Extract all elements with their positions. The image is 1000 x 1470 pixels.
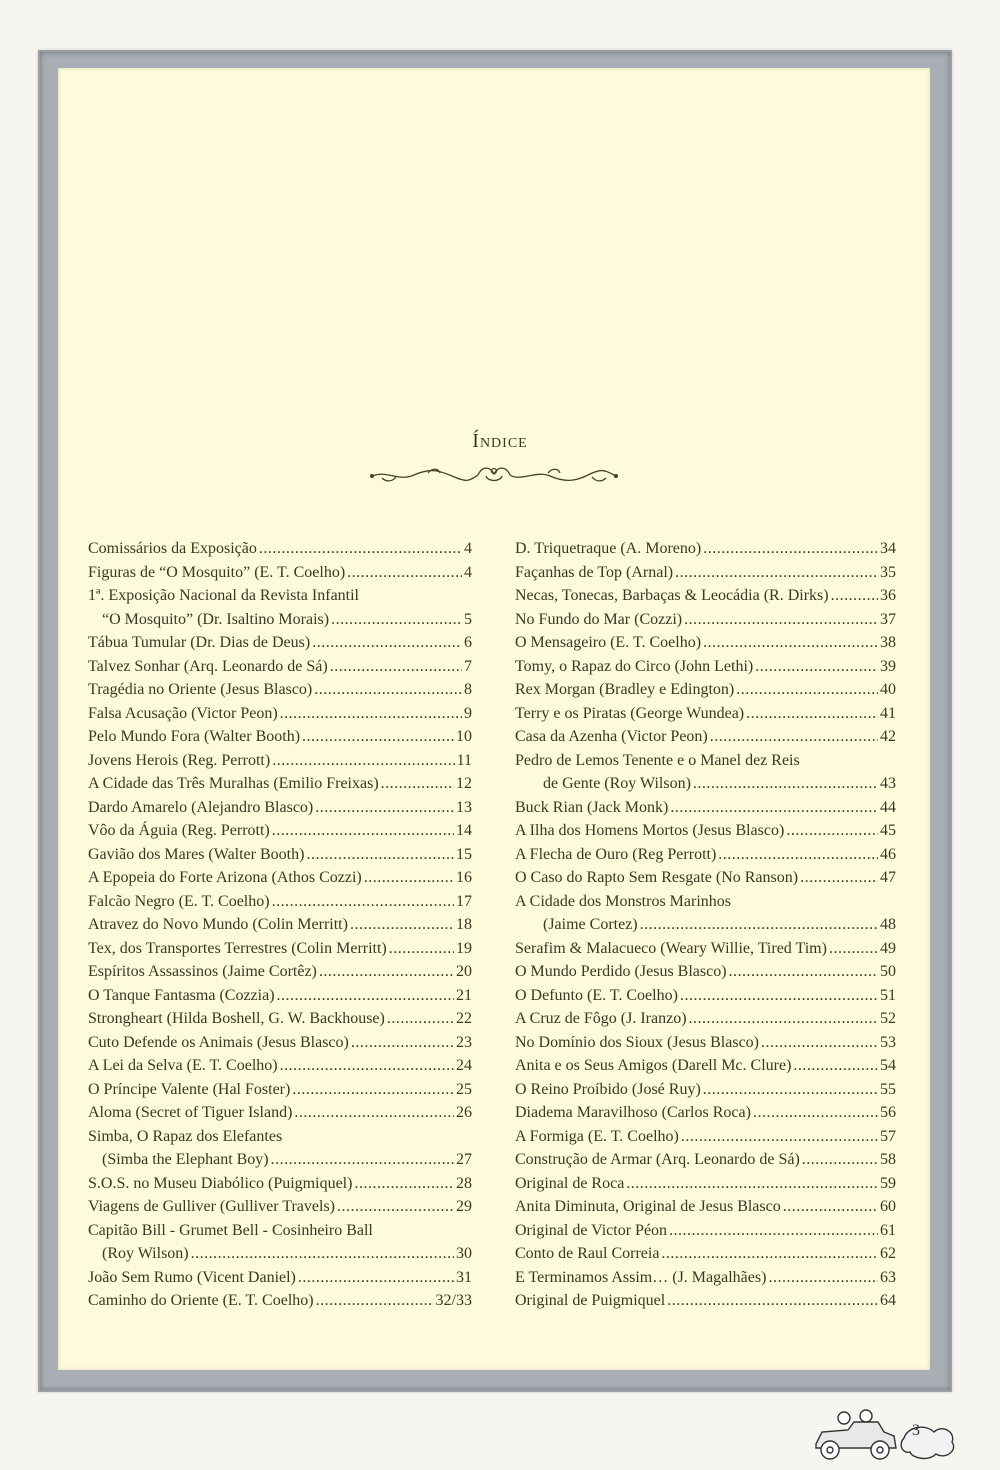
entry-title: Buck Rian (Jack Monk) [515,798,669,816]
entry-title: (Simba the Elephant Boy) [102,1151,269,1168]
entry-page: 27 [456,1151,472,1168]
entry-title: Vôo da Águia (Reg. Perrott) [88,822,270,839]
entry-page: 6 [464,634,472,651]
entry-title: Espíritos Assassinos (Jaime Cortêz) [88,963,317,980]
entry-title: Cuto Defende os Animais (Jesus Blasco) [88,1033,349,1051]
index-entry [515,984,896,1008]
entry-page: 56 [880,1104,896,1121]
index-entry [88,702,472,726]
entry-page: 63 [880,1268,896,1286]
index-entry [515,1078,896,1102]
index-entry [515,890,896,914]
entry-title: João Sem Rumo (Vicent Daniel) [88,1268,296,1286]
dot-leader [351,1031,454,1055]
entry-title: A Ilha dos Homens Mortos (Jesus Blasco) [515,822,785,839]
dot-leader [315,796,454,820]
entry-page: 19 [456,939,472,957]
dot-leader [354,1172,454,1196]
index-entry [88,866,472,890]
dot-leader [387,1007,454,1031]
index-entry [515,561,896,585]
index-entry [88,1007,472,1031]
entry-page: 35 [880,563,896,581]
dot-leader [259,537,462,561]
index-entry [88,1219,472,1243]
dot-leader [829,937,878,961]
entry-page: 18 [456,916,472,933]
index-entry [88,1148,472,1172]
dot-leader [675,561,878,585]
entry-page: 41 [880,704,896,722]
index-entry [88,1266,472,1290]
entry-page: 22 [456,1010,472,1027]
entry-title: A Epopeia do Forte Arizona (Athos Cozzi) [88,869,362,886]
entry-page: 13 [456,798,472,816]
entry-page: 24 [456,1057,472,1074]
index-entry [88,960,472,984]
dot-leader [746,702,878,726]
entry-title: Casa da Azenha (Victor Peon) [515,728,708,745]
entry-title: Simba, O Rapaz dos Elefantes [88,1127,283,1145]
dot-leader [364,866,454,890]
dot-leader [292,1078,454,1102]
entry-title: Rex Morgan (Bradley e Edington) [515,681,735,698]
dot-leader [755,655,878,679]
dot-leader [802,1148,878,1172]
entry-page: 28 [456,1174,472,1192]
index-entry [88,1078,472,1102]
entry-page: 4 [464,540,472,557]
entry-title: S.O.S. no Museu Diabólico (Puigmiquel) [88,1174,353,1192]
index-entry [88,772,472,796]
dot-leader [831,584,878,608]
entry-title: O Defunto (E. T. Coelho) [515,986,678,1004]
entry-page: 32/33 [435,1292,472,1309]
dot-leader [312,631,462,655]
dot-leader [718,843,878,867]
dot-leader [768,1266,878,1290]
dot-leader [316,1289,434,1313]
index-entry [88,819,472,843]
entry-title: Strongheart (Hilda Boshell, G. W. Backhouse) [88,1010,385,1027]
entry-title: A Cidade das Três Muralhas (Emilio Freixas) [88,775,379,792]
entry-page: 47 [880,869,896,886]
index-entry [515,1054,896,1078]
entry-title: Pedro de Lemos Tenente e o Manel dez Reis [515,751,800,769]
entry-page: 49 [880,939,896,957]
entry-page: 38 [880,634,896,651]
entry-page: 50 [880,963,896,980]
index-entry [88,1195,472,1219]
index-entry [515,843,896,867]
dot-leader [800,866,878,890]
entry-title: Anita e os Seus Amigos (Darell Mc. Clure) [515,1057,792,1074]
index-entry [88,749,472,773]
entry-page: 8 [464,681,472,698]
entry-title: A Formiga (E. T. Coelho) [515,1127,679,1145]
entry-page: 44 [880,798,896,816]
index-entry [515,796,896,820]
entry-page: 4 [464,563,472,581]
dot-leader [337,1195,454,1219]
dot-leader [280,1054,454,1078]
index-entry [515,655,896,679]
index-entry [515,1148,896,1172]
entry-title: Construção de Armar (Arq. Leonardo de Sá) [515,1151,800,1168]
dot-leader [689,1007,878,1031]
dot-leader [793,1054,878,1078]
index-entry [88,937,472,961]
entry-page: 34 [880,540,896,557]
dot-leader [710,725,878,749]
entry-page: 29 [456,1198,472,1215]
entry-page: 53 [880,1033,896,1051]
index-entry [88,843,472,867]
index-entry [88,1289,472,1313]
index-entry [88,1031,472,1055]
index-entry [515,678,896,702]
dot-leader [703,631,878,655]
dot-leader [272,749,454,773]
index-entry [515,584,896,608]
index-entry [515,631,896,655]
index-entry [515,702,896,726]
entry-title: D. Triquetraque (A. Moreno) [515,540,702,557]
dot-leader [667,1289,878,1313]
dot-leader [729,960,878,984]
entry-page: 51 [880,986,896,1004]
index-entry [88,1054,472,1078]
dot-leader [680,984,878,1008]
entry-page: 60 [880,1198,896,1215]
entry-title: A Flecha de Ouro (Reg Perrott) [515,845,717,863]
entry-page: 30 [456,1245,472,1262]
dot-leader [191,1242,454,1266]
entry-title: O Tanque Fantasma (Cozzia) [88,986,275,1004]
entry-title: A Cruz de Fôgo (J. Iranzo) [515,1010,687,1027]
entry-title: O Reino Proíbido (José Ruy) [515,1080,701,1098]
dot-leader [626,1172,878,1196]
index-entry [515,749,896,773]
page-title: Índice [472,430,528,452]
index-entry [515,1007,896,1031]
entry-page: 7 [464,657,472,675]
index-entry [515,772,896,796]
entry-title: Anita Diminuta, Original de Jesus Blasco [515,1198,781,1215]
index-entry [515,960,896,984]
dot-leader [381,772,454,796]
index-entry [88,608,472,632]
entry-title: A Lei da Selva (E. T. Coelho) [88,1057,278,1074]
dot-leader [640,913,878,937]
entry-page: 62 [880,1245,896,1262]
index-left-column [88,537,472,1313]
dot-leader [783,1195,878,1219]
index-entry [515,1172,896,1196]
index-entry [88,678,472,702]
dot-leader [331,608,462,632]
dot-leader [761,1031,878,1055]
entry-title: Gavião dos Mares (Walter Booth) [88,845,305,863]
entry-page: 61 [880,1221,896,1239]
dot-leader [272,890,454,914]
entry-title: (Roy Wilson) [102,1245,189,1262]
entry-title: Viagens de Gulliver (Gulliver Travels) [88,1198,335,1215]
index-entry [515,913,896,937]
dot-leader [681,1125,878,1149]
entry-page: 11 [456,751,472,769]
entry-page: 45 [880,822,896,839]
entry-page: 52 [880,1010,896,1027]
entry-title: Tábua Tumular (Dr. Dias de Deus) [88,634,311,651]
entry-title: Caminho do Oriente (E. T. Coelho) [88,1292,314,1309]
dot-leader [669,1219,878,1243]
dot-leader [693,772,878,796]
entry-title: Capitão Bill - Grumet Bell - Cosinheiro Ball [88,1221,373,1239]
entry-page: 48 [880,916,896,933]
entry-title: Façanhas de Top (Arnal) [515,563,674,581]
entry-title: O Mundo Perdido (Jesus Blasco) [515,963,727,980]
entry-page: 15 [456,845,472,863]
entry-title: Original de Victor Péon [515,1221,668,1239]
index-entry [515,1289,896,1313]
entry-title: Tomy, o Rapaz do Circo (John Lethi) [515,657,754,675]
entry-page: 26 [456,1104,472,1121]
entry-page: 64 [880,1292,896,1309]
entry-title: O Caso do Rapto Sem Resgate (No Ranson) [515,869,799,886]
entry-title: Original de Puigmiquel [515,1292,666,1309]
entry-page: 58 [880,1151,896,1168]
entry-title: Dardo Amarelo (Alejandro Blasco) [88,798,314,816]
entry-page: 42 [880,728,896,745]
index-entry [515,1195,896,1219]
index-entry [515,1219,896,1243]
dot-leader [703,1078,878,1102]
index-entry [88,537,472,561]
dot-leader [277,984,454,1008]
index-entry [88,913,472,937]
entry-title: (Jaime Cortez) [543,916,638,933]
entry-page: 5 [464,610,472,628]
entry-title: A Cidade dos Monstros Marinhos [515,892,731,910]
flourish-ornament-icon [368,462,620,488]
dot-leader [280,702,462,726]
dot-leader [298,1266,454,1290]
dot-leader [319,960,454,984]
index-entry [515,1242,896,1266]
entry-title: Aloma (Secret of Tiguer Island) [88,1104,293,1121]
entry-title: Terry e os Piratas (George Wundea) [515,704,745,722]
entry-page: 55 [880,1080,896,1098]
entry-title: Falcão Negro (E. T. Coelho) [88,892,270,910]
entry-title: O Mensageiro (E. T. Coelho) [515,634,702,651]
index-entry [88,1125,472,1149]
index-entry [515,819,896,843]
index-entry [88,584,472,608]
dot-leader [670,796,878,820]
dot-leader [684,608,878,632]
entry-title: de Gente (Roy Wilson) [543,775,691,792]
entry-title: Pelo Mundo Fora (Walter Booth) [88,728,301,745]
index-entry [515,725,896,749]
index-entry [88,1242,472,1266]
dot-leader [703,537,878,561]
entry-title: “O Mosquito” (Dr. Isaltino Morais) [102,610,330,628]
index-entry [515,937,896,961]
entry-title: No Domínio dos Sioux (Jesus Blasco) [515,1033,759,1051]
index-entry [515,1031,896,1055]
index-entry [515,608,896,632]
dot-leader [786,819,878,843]
entry-title: Falsa Acusação (Victor Peon) [88,704,278,722]
entry-page: 31 [456,1268,472,1286]
dot-leader [753,1101,878,1125]
dot-leader [302,725,454,749]
entry-title: Original de Roca [515,1174,625,1192]
index-entry [88,655,472,679]
dot-leader [314,678,462,702]
entry-page: 17 [456,892,472,910]
entry-page: 39 [880,657,896,675]
entry-title: Necas, Tonecas, Barbaças & Leocádia (R. Dirks) [515,587,829,604]
entry-title: E Terminamos Assim… (J. Magalhães) [515,1268,767,1286]
dot-leader [350,913,454,937]
index-entry [88,890,472,914]
dot-leader [661,1242,878,1266]
dot-leader [271,1148,454,1172]
page-number: 3 [912,1422,920,1439]
index-entry [88,1172,472,1196]
index-entry [88,1101,472,1125]
entry-title: Conto de Raul Correia [515,1245,660,1262]
index-entry [88,561,472,585]
dot-leader [272,819,454,843]
entry-page: 12 [456,775,472,792]
entry-title: Tex, dos Transportes Terrestres (Colin Merritt) [88,939,387,957]
entry-page: 37 [880,610,896,628]
entry-title: 1ª. Exposição Nacional da Revista Infantil [88,587,359,604]
entry-title: Talvez Sonhar (Arq. Leonardo de Sá) [88,657,328,675]
entry-page: 9 [464,704,472,722]
index-entry [88,725,472,749]
index-entry [515,866,896,890]
index-entry [515,1101,896,1125]
dot-leader [294,1101,454,1125]
entry-page: 40 [880,681,896,698]
dot-leader [736,678,878,702]
index-entry [88,984,472,1008]
entry-page: 46 [880,845,896,863]
entry-title: Figuras de “O Mosquito” (E. T. Coelho) [88,563,346,581]
index-entry [515,1266,896,1290]
cartoon-car-icon [808,1408,958,1464]
entry-page: 54 [880,1057,896,1074]
dot-leader [306,843,454,867]
index-entry [88,796,472,820]
entry-page: 57 [880,1127,896,1145]
entry-title: Atravez do Novo Mundo (Colin Merritt) [88,916,348,933]
entry-page: 36 [880,587,896,604]
entry-page: 43 [880,775,896,792]
entry-page: 10 [456,728,472,745]
index-entry [515,1125,896,1149]
entry-page: 25 [456,1080,472,1098]
entry-page: 23 [456,1033,472,1051]
entry-title: Comissários da Exposição [88,540,257,557]
entry-page: 14 [456,822,472,839]
entry-title: Serafim & Malacueco (Weary Willie, Tired Tim) [515,939,827,957]
entry-title: Jovens Herois (Reg. Perrott) [88,751,271,769]
entry-title: O Príncipe Valente (Hal Foster) [88,1080,291,1098]
dot-leader [330,655,462,679]
dot-leader [389,937,454,961]
entry-page: 20 [456,963,472,980]
entry-title: Diadema Maravilhoso (Carlos Roca) [515,1104,751,1121]
entry-title: No Fundo do Mar (Cozzi) [515,610,683,628]
entry-page: 59 [880,1174,896,1192]
entry-page: 16 [456,869,472,886]
index-entry [515,537,896,561]
entry-page: 21 [456,986,472,1004]
index-right-column [515,537,896,1313]
dot-leader [347,561,462,585]
index-entry [88,631,472,655]
entry-title: Tragédia no Oriente (Jesus Blasco) [88,681,313,698]
